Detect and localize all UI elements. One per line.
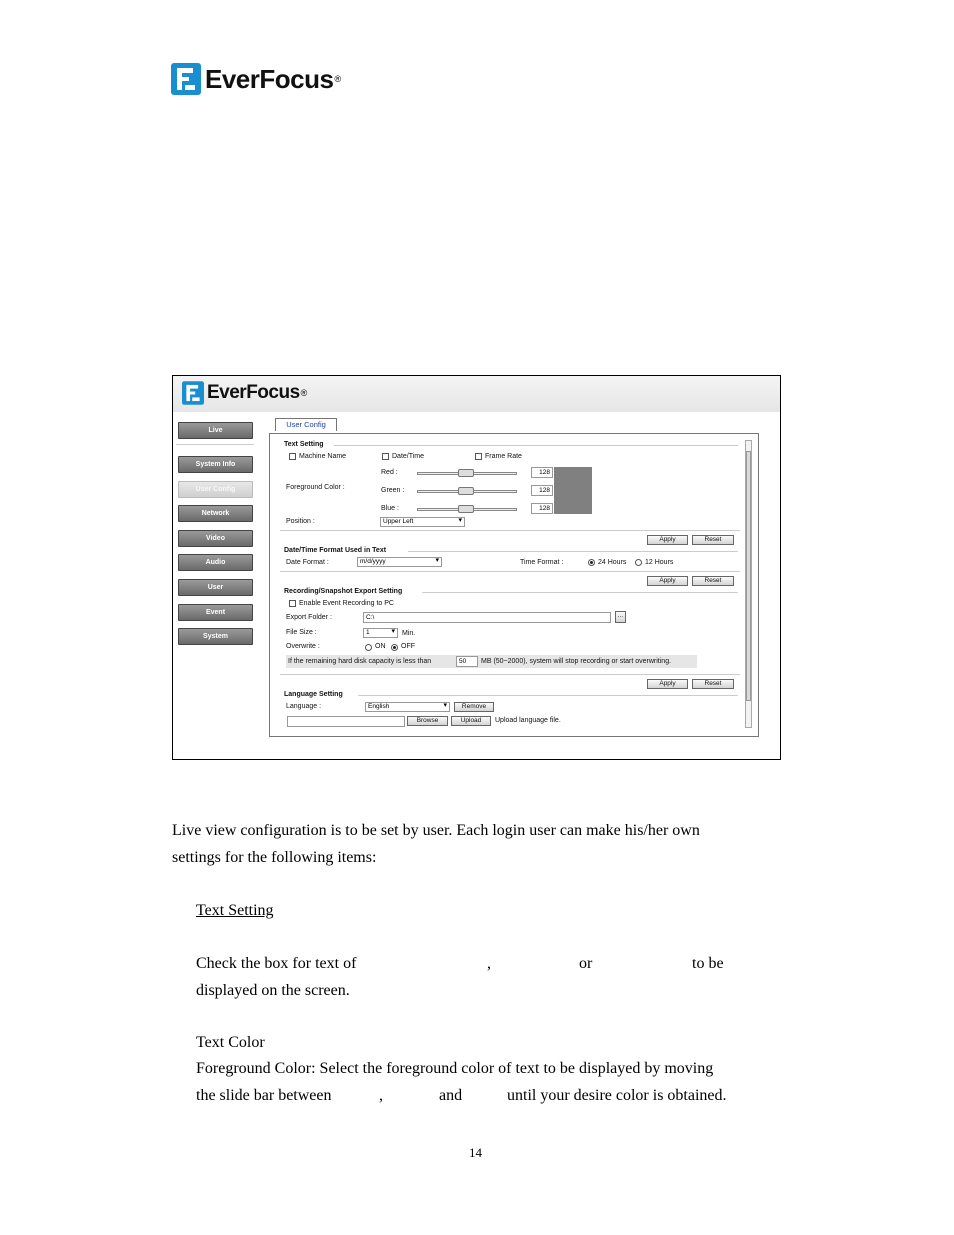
date-time-checkbox[interactable] xyxy=(382,453,389,460)
fg-comma-text: , xyxy=(379,1087,383,1104)
reset-button[interactable]: Reset xyxy=(692,679,734,689)
nav-network[interactable]: Network xyxy=(178,505,253,522)
enable-event-recording-label: Enable Event Recording to PC xyxy=(299,600,394,607)
language-select[interactable]: English ▾ xyxy=(365,702,450,712)
and-text: and xyxy=(439,1087,463,1104)
overwrite-on-radio[interactable] xyxy=(365,644,372,651)
position-select[interactable]: Upper Left ▾ xyxy=(380,517,465,527)
app-header xyxy=(173,376,780,412)
section-divider xyxy=(422,592,738,593)
frame-rate-label: Frame Rate xyxy=(485,453,522,460)
reset-button[interactable]: Reset xyxy=(692,535,734,545)
time-24h-radio[interactable] xyxy=(588,559,595,566)
displayed-text: displayed on the screen. xyxy=(196,982,350,999)
registered-mark: ® xyxy=(334,74,342,84)
section-divider xyxy=(280,674,740,675)
nav-user[interactable]: User xyxy=(178,579,253,596)
intro-line-2: settings for the following items: xyxy=(172,849,377,866)
file-size-unit: Min. xyxy=(402,630,416,637)
machine-name-checkbox[interactable] xyxy=(289,453,296,460)
fg-color-line-2b: until your desire color is obtained. xyxy=(507,1087,727,1104)
capacity-warning-text: If the remaining hard disk capacity is less than xyxy=(288,658,432,665)
red-label: Red : xyxy=(381,469,398,476)
remove-language-button[interactable]: Remove xyxy=(454,702,494,712)
time-12h-radio[interactable] xyxy=(635,559,642,566)
intro-line-1: Live view configuration is to be set by user. Each login user can make his/her own xyxy=(172,822,700,839)
app-logo-mark-icon xyxy=(182,381,204,405)
overwrite-off-label: OFF xyxy=(401,643,415,650)
tab-user-config[interactable]: User Config xyxy=(275,418,337,431)
apply-button[interactable]: Apply xyxy=(647,679,688,689)
nav-system-info[interactable]: System Info xyxy=(178,456,253,473)
text-setting-title: Text Setting xyxy=(284,441,324,448)
nav-video[interactable]: Video xyxy=(178,530,253,547)
panel-scrollbar[interactable] xyxy=(745,440,752,728)
apply-button[interactable]: Apply xyxy=(647,576,688,586)
everfocus-logo-text: EverFocus xyxy=(205,63,334,94)
file-size-label: File Size : xyxy=(286,629,317,636)
frame-rate-checkbox[interactable] xyxy=(475,453,482,460)
machine-name-label: Machine Name xyxy=(299,453,347,460)
language-file-input[interactable] xyxy=(287,716,405,727)
check-box-text: Check the box for text of xyxy=(196,955,357,972)
app-logo xyxy=(182,381,307,405)
recording-title: Recording/Snapshot Export Setting xyxy=(284,588,403,595)
nav-divider xyxy=(176,444,254,445)
settings-panel xyxy=(269,433,759,737)
export-folder-label: Export Folder : xyxy=(286,614,332,621)
green-value[interactable]: 128 xyxy=(531,485,553,496)
file-size-select[interactable]: 1 ▾ xyxy=(363,628,398,638)
apply-button[interactable]: Apply xyxy=(647,535,688,545)
or-text: or xyxy=(579,955,593,972)
green-label: Green : xyxy=(381,487,405,494)
web-ui-screenshot xyxy=(172,375,781,760)
nav-event[interactable]: Event xyxy=(178,604,253,621)
color-preview-swatch xyxy=(554,467,592,514)
nav-user-config[interactable]: User Config xyxy=(178,481,253,498)
blue-slider-handle[interactable] xyxy=(458,505,474,513)
overwrite-on-label: ON xyxy=(375,643,386,650)
foreground-color-label: Foreground Color : xyxy=(286,484,345,491)
export-folder-input[interactable]: C:\ xyxy=(363,612,611,623)
app-registered-mark: ® xyxy=(300,388,308,398)
comma-text: , xyxy=(487,955,491,972)
text-color-heading: Text Color xyxy=(196,1034,265,1051)
overwrite-off-radio[interactable] xyxy=(391,644,398,651)
everfocus-logo-mark-icon xyxy=(171,63,201,95)
fg-color-line-2a: the slide bar between xyxy=(196,1087,332,1104)
upload-language-button[interactable]: Upload xyxy=(451,716,491,726)
upload-language-note: Upload language file. xyxy=(495,717,561,724)
capacity-warning-suffix: MB (50~2000), system will stop recording or start overwriting. xyxy=(481,658,672,665)
red-slider-handle[interactable] xyxy=(458,469,474,477)
date-time-format-title: Date/Time Format Used in Text xyxy=(284,547,387,554)
section-divider xyxy=(358,695,738,696)
nav-audio[interactable]: Audio xyxy=(178,554,253,571)
enable-event-recording-checkbox[interactable] xyxy=(289,600,296,607)
page-number: 14 xyxy=(469,1145,482,1160)
nav-system[interactable]: System xyxy=(178,628,253,645)
red-value[interactable]: 128 xyxy=(531,467,553,478)
position-label: Position : xyxy=(286,518,315,525)
overwrite-label: Overwrite : xyxy=(286,643,320,650)
section-divider xyxy=(280,530,740,531)
nav-live[interactable]: Live xyxy=(178,422,253,439)
folder-browse-button[interactable]: ... xyxy=(615,611,626,623)
time-format-label: Time Format : xyxy=(520,559,564,566)
date-format-select[interactable]: m/d/yyyy ▾ xyxy=(357,557,442,567)
scrollbar-thumb[interactable] xyxy=(746,451,751,701)
blue-value[interactable]: 128 xyxy=(531,503,553,514)
time-24h-label: 24 Hours xyxy=(598,559,627,566)
time-12h-label: 12 Hours xyxy=(645,559,674,566)
green-slider-handle[interactable] xyxy=(458,487,474,495)
text-setting-heading: Text Setting xyxy=(196,902,274,919)
everfocus-logo xyxy=(171,62,341,96)
section-divider xyxy=(280,571,740,572)
app-logo-text: EverFocus xyxy=(207,382,300,403)
browse-language-button[interactable]: Browse xyxy=(407,716,448,726)
blue-label: Blue : xyxy=(381,505,399,512)
section-divider xyxy=(408,551,738,552)
language-label: Language : xyxy=(286,703,322,710)
to-be-text: to be xyxy=(692,955,724,972)
date-format-label: Date Format : xyxy=(286,559,329,566)
fg-color-line-1: Foreground Color: Select the foreground color of text to be displayed by moving xyxy=(196,1060,714,1077)
language-setting-title: Language Setting xyxy=(284,691,343,698)
date-time-label: Date/Time xyxy=(392,453,425,460)
section-divider xyxy=(334,445,738,446)
capacity-threshold-input[interactable]: 50 xyxy=(456,656,478,667)
reset-button[interactable]: Reset xyxy=(692,576,734,586)
